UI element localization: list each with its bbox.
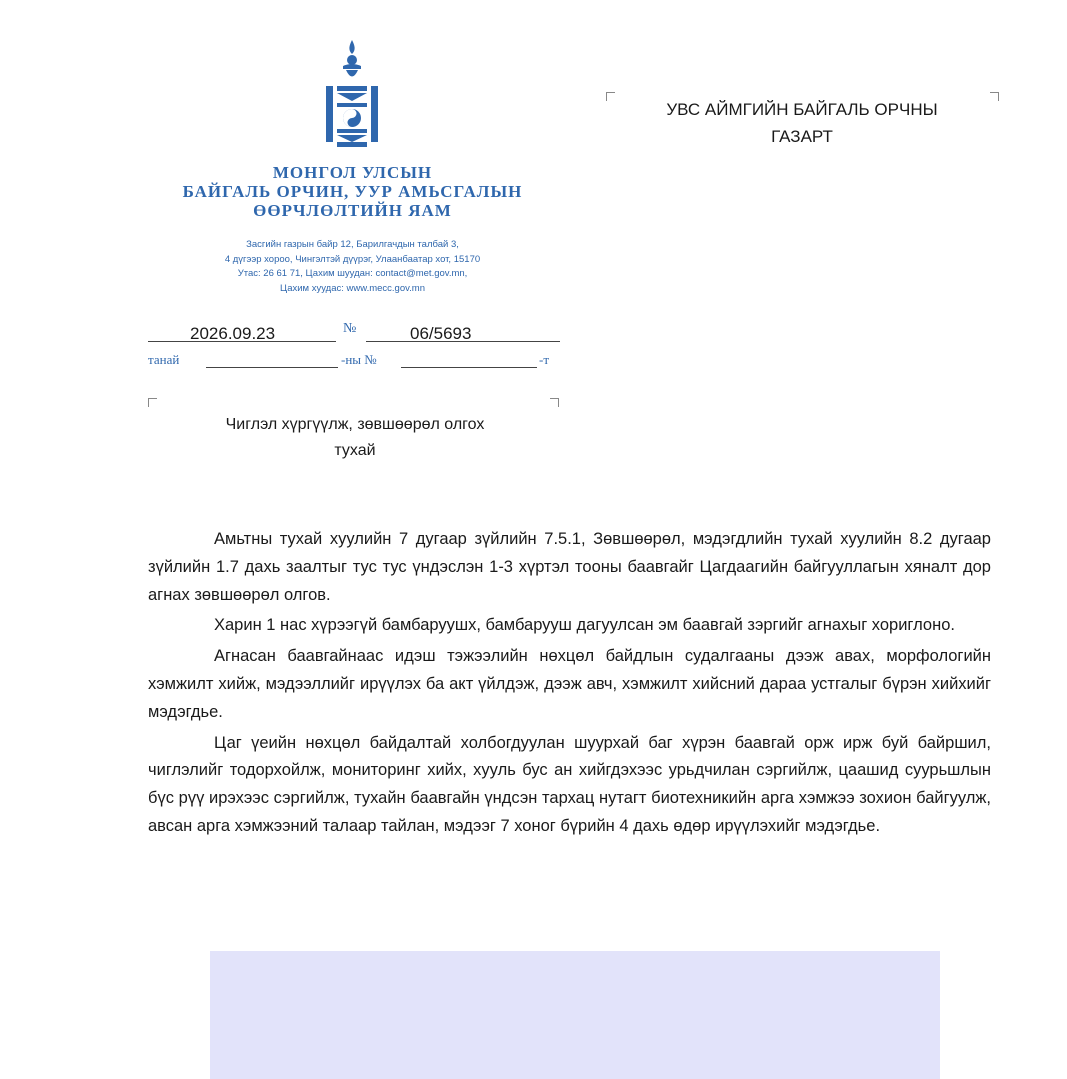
number-sign: № (343, 321, 357, 336)
reference-line (148, 350, 560, 370)
reference-date-underline (206, 367, 338, 368)
letter-number: 06/5693 (410, 324, 472, 343)
reference-number-underline (401, 367, 537, 368)
body-paragraph: Агнасан баавгайнаас идэш тэжээлийн нөхцөл байдлын судалгааны дээж авах, морфологийн хэмжилт хийж, мэдээллийг ирүүлэх ба акт үйлдэж, дээж авч, хэмжилт хийсний дараа устгалыг бүрэн хийхийг мэдэгдье. (148, 647, 991, 721)
corner-bracket (148, 398, 157, 407)
corner-bracket (550, 398, 559, 407)
ministry-name: МОНГОЛ УЛСЫН БАЙГАЛЬ ОРЧИН, УУР АМЬСГАЛЫН ӨӨРЧЛӨЛТИЙН ЯАМ (182, 163, 523, 220)
letter-subject: Чиглэл хүргүүлж, зөвшөөрөл олгох тухай (225, 416, 485, 459)
body-paragraph: Цаг үеийн нөхцөл байдалтай холбогдуулан шуурхай баг хүрэн баавгай орж ирж буй байршил, чиглэлийг тодорхойлж, мониторинг хийх, хууль бус ан хийгдэхээс урьдчилан сэргийлж, цаашид суурьшлын бүс рүү ирэхээс сэргийлж, тухайн баавгайн үндсэн тархац нутагт биотехникийн арга хэмжээ зохион байгуулж, авсан арга хэмжээний талаар тайлан, мэдээг 7 хоног бүрийн 4 дахь өдөр ирүүлэхийг мэдэгдье. (148, 733, 991, 835)
reference-end-label: -т (539, 352, 550, 367)
body-paragraph: Харин 1 нас хүрээгүй бамбаруушх, бамбарууш дагуулсан эм баавгай зэргийг агнахыг хориглоно. (214, 616, 955, 635)
letter-date: 2026.09.23 (190, 324, 276, 343)
state-emblem-icon (322, 38, 382, 150)
reference-yours-label: танай (148, 352, 180, 367)
registration-line (148, 321, 560, 344)
letter-body (148, 526, 991, 844)
body-paragraph: Амьтны тухай хуулийн 7 дугаар зүйлийн 7.5.1, Зөвшөөрөл, мэдэгдлийн тухай хуулийн 8.2 дугаар зүйлийн 1.7 дахь заалтыг тус тус үндэслэн 1-3 хүртэл тооны баавгайг Цагдаагийн байгууллагын хяналт дор агнах зөвшөөрөл олгов. (148, 530, 991, 604)
ministry-address: Засгийн газрын байр 12, Барилгачдын талбай 3, 4 дүгээр хороо, Чингэлтэй дүүрэг, Улаанбаатар хот, 15170 Утас: 26 61 71, Цахим шуудан: contact@met.gov.mn, Цахим хуудас: www.mecc.gov.mn (224, 239, 481, 294)
reference-of-label: -ны № (341, 352, 377, 367)
redacted-area (210, 951, 940, 1079)
addressee: УВС АЙМГИЙН БАЙГАЛЬ ОРЧНЫ ГАЗАРТ (666, 100, 938, 146)
